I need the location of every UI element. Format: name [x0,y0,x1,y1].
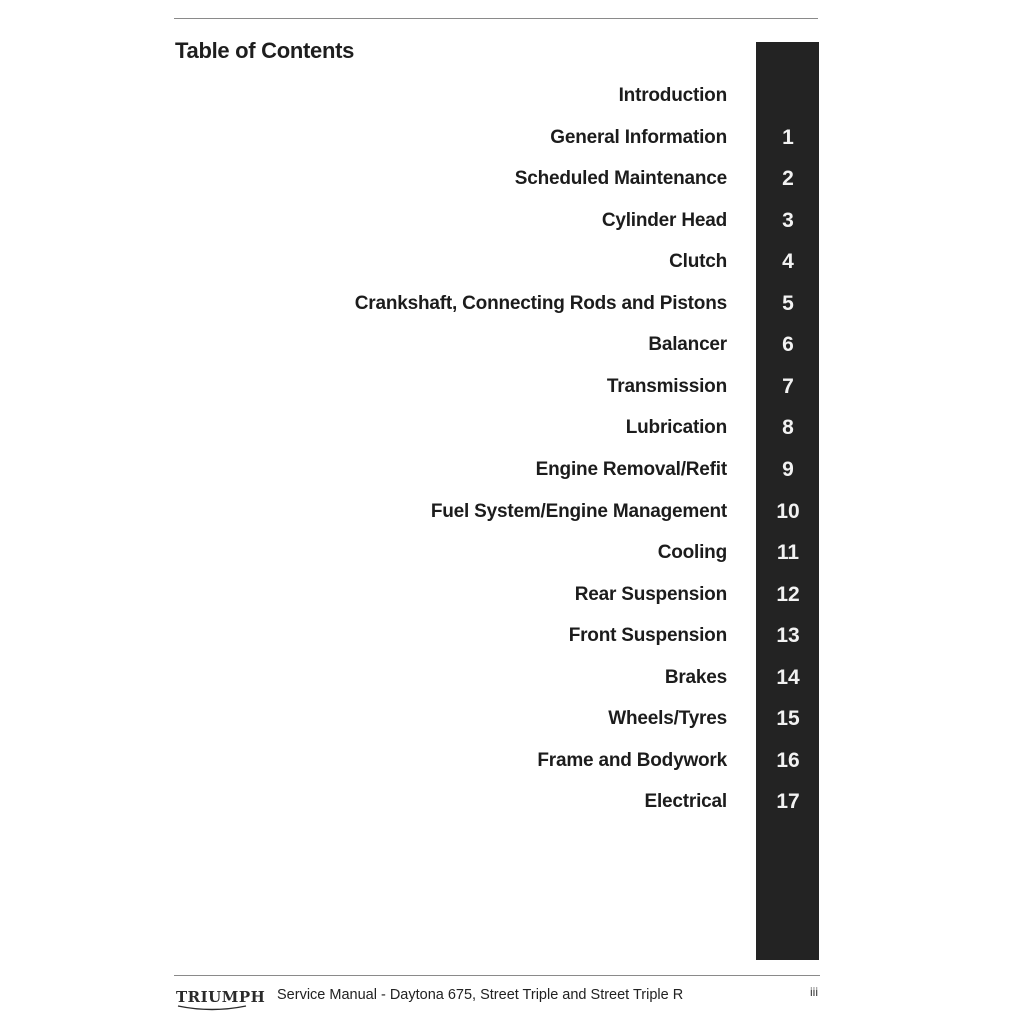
toc-entry-title: Wheels/Tyres [608,708,727,730]
toc-entry[interactable] [300,288,820,320]
toc-entry-number: 13 [776,624,800,648]
toc-entry-title: Brakes [664,666,727,688]
logo-swoosh-icon [176,1004,248,1012]
toc-entry-title: Scheduled Maintenance [514,168,727,190]
toc-entry-number: 2 [782,167,794,191]
toc-entry[interactable] [300,662,820,694]
page-number: iii [810,985,818,999]
toc-entry-title: Electrical [644,791,727,813]
toc-entry-title: Clutch [669,251,727,273]
toc-entry-title: Rear Suspension [574,583,727,605]
toc-entry[interactable] [300,537,820,569]
toc-entry-number: 3 [782,208,794,232]
toc-entry-number: 9 [782,457,794,481]
triumph-logo [176,988,265,1006]
toc-entry-title: Lubrication [625,417,727,439]
toc-entry-title: Frame and Bodywork [537,749,727,771]
toc-entry[interactable] [300,122,820,154]
toc-entry[interactable] [300,371,820,403]
toc-entry[interactable] [300,412,820,444]
toc-entry-title: Cylinder Head [601,209,727,231]
toc-entry-title: Introduction [618,85,727,106]
toc-entry-number: 14 [776,665,800,689]
brand-wordmark: TRIUMPH [176,988,266,1006]
toc-entry-title: Front Suspension [568,625,727,647]
bottom-rule [174,975,820,976]
toc-entry-title: Transmission [606,375,727,397]
toc-entry[interactable] [300,246,820,278]
toc-entry[interactable] [300,205,820,237]
toc-entry-title: Balancer [648,334,727,356]
toc-entry-number: 12 [776,582,800,606]
toc-entry[interactable] [300,620,820,652]
toc-entry-number: 15 [776,707,800,731]
toc-entry-title: Fuel System/Engine Management [430,500,727,522]
toc-entry-title: Crankshaft, Connecting Rods and Pistons [354,292,727,314]
toc-entry-number: 6 [782,333,794,357]
toc-entry-title: General Information [550,126,727,148]
toc-entry-number: 5 [782,291,794,315]
page-title: Table of Contents [175,38,355,63]
toc-entry-title: Engine Removal/Refit [535,458,727,480]
toc-entry-number: 7 [782,374,794,398]
toc-entry-number: 16 [776,748,800,772]
toc-entry[interactable] [300,786,820,818]
toc-entry-number: 1 [782,125,794,149]
toc-entry[interactable] [300,80,820,112]
toc-entry-number: 11 [776,541,800,565]
toc-entry-number: 17 [776,790,800,814]
toc-entry[interactable] [300,329,820,361]
toc-entry[interactable] [300,163,820,195]
toc-entry-number: 8 [782,416,794,440]
toc-entry[interactable] [300,579,820,611]
toc-entry[interactable] [300,745,820,777]
toc-entry[interactable] [300,454,820,486]
toc-entry-number: 10 [776,499,800,523]
toc-entry[interactable] [300,496,820,528]
toc-entry-number: 4 [782,250,794,274]
toc-entry[interactable] [300,703,820,735]
toc-entry-title: Cooling [657,542,727,564]
footer-manual-title: Service Manual - Daytona 675, Street Triple and Street Triple R [277,987,684,1003]
